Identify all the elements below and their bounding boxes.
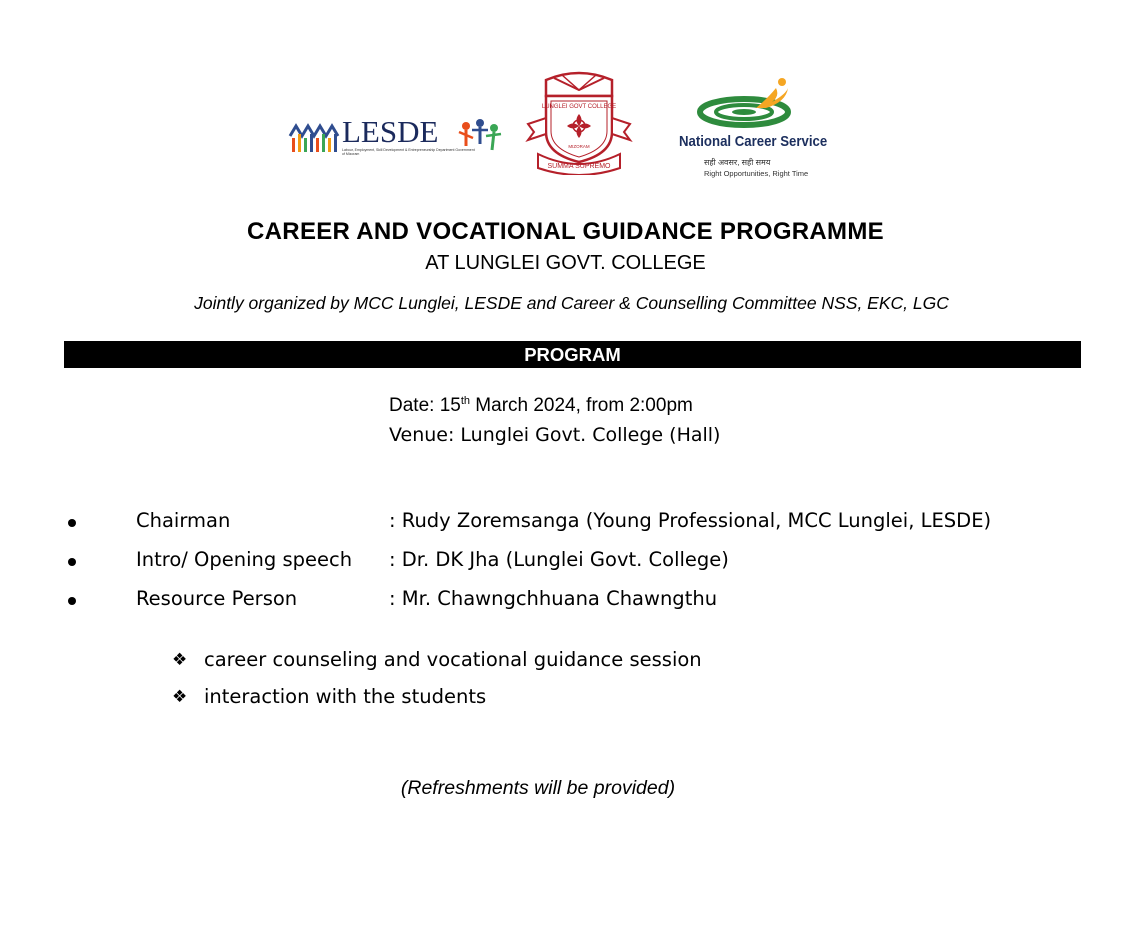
refreshments-note: (Refreshments will be provided) bbox=[400, 777, 676, 799]
diamond-bullet-icon: ❖ bbox=[172, 650, 188, 670]
session-item bbox=[0, 685, 1131, 715]
bullet-icon bbox=[68, 519, 76, 527]
organizers-line: Jointly organized by MCC Lunglei, LESDE and Career & Counselling Committee NSS, EKC, LGC bbox=[194, 293, 949, 313]
bullet-icon bbox=[68, 558, 76, 566]
agenda-role: Resource Person bbox=[136, 587, 298, 610]
college-name-text: LUNGLEI GOVT COLLEGE bbox=[541, 104, 617, 110]
ncs-hindi-tagline: सही अवसर, सही समय bbox=[704, 158, 771, 167]
lesde-department-text: Labour, Employment, Skill Development & Entrepreneurship Department Government of Mizoram bbox=[342, 148, 475, 157]
agenda-person: : Rudy Zoremsanga (Young Professional, MCC Lunglei, LESDE) bbox=[389, 509, 992, 532]
diamond-bullet-icon: ❖ bbox=[172, 687, 188, 707]
agenda-role: Intro/ Opening speech bbox=[136, 548, 353, 571]
bullet-icon bbox=[68, 597, 76, 605]
session-text: interaction with the students bbox=[204, 685, 487, 708]
agenda-person: : Dr. DK Jha (Lunglei Govt. College) bbox=[389, 548, 729, 571]
event-date bbox=[389, 395, 693, 417]
event-venue: Venue: Lunglei Govt. College (Hall) bbox=[389, 424, 721, 446]
college-motto-text: SUMMA SUPREMO bbox=[547, 163, 611, 170]
lesde-logo-icon bbox=[286, 112, 342, 160]
logo-strip bbox=[0, 0, 1131, 200]
event-date-ordinal: th bbox=[460, 395, 471, 407]
page-subtitle: AT LUNGLEI GOVT. COLLEGE bbox=[425, 252, 706, 274]
agenda-item bbox=[0, 587, 1131, 617]
college-crest-icon bbox=[524, 70, 634, 175]
agenda-item bbox=[0, 548, 1131, 578]
ncs-tagline: Right Opportunities, Right Time bbox=[704, 169, 809, 178]
agenda-person: : Mr. Chawngchhuana Chawngthu bbox=[389, 587, 718, 610]
college-crest bbox=[524, 70, 634, 175]
agenda-role: Chairman bbox=[136, 509, 231, 532]
agenda-item bbox=[0, 509, 1131, 539]
session-item bbox=[0, 648, 1131, 678]
lesde-logo bbox=[286, 112, 506, 160]
ncs-logo bbox=[676, 76, 846, 186]
event-date-prefix: Date: 15 bbox=[389, 395, 461, 416]
lesde-wordmark: LESDE bbox=[342, 114, 439, 149]
session-text: career counseling and vocational guidance session bbox=[204, 648, 702, 671]
page-title: CAREER AND VOCATIONAL GUIDANCE PROGRAMME bbox=[247, 218, 884, 245]
ncs-name: National Career Service bbox=[679, 133, 828, 150]
program-section-bar: PROGRAM bbox=[64, 341, 1081, 368]
event-date-suffix: March 2024, from 2:00pm bbox=[470, 395, 693, 416]
college-state-text: MIZORAM bbox=[568, 144, 590, 149]
ncs-logo-icon bbox=[676, 76, 846, 134]
